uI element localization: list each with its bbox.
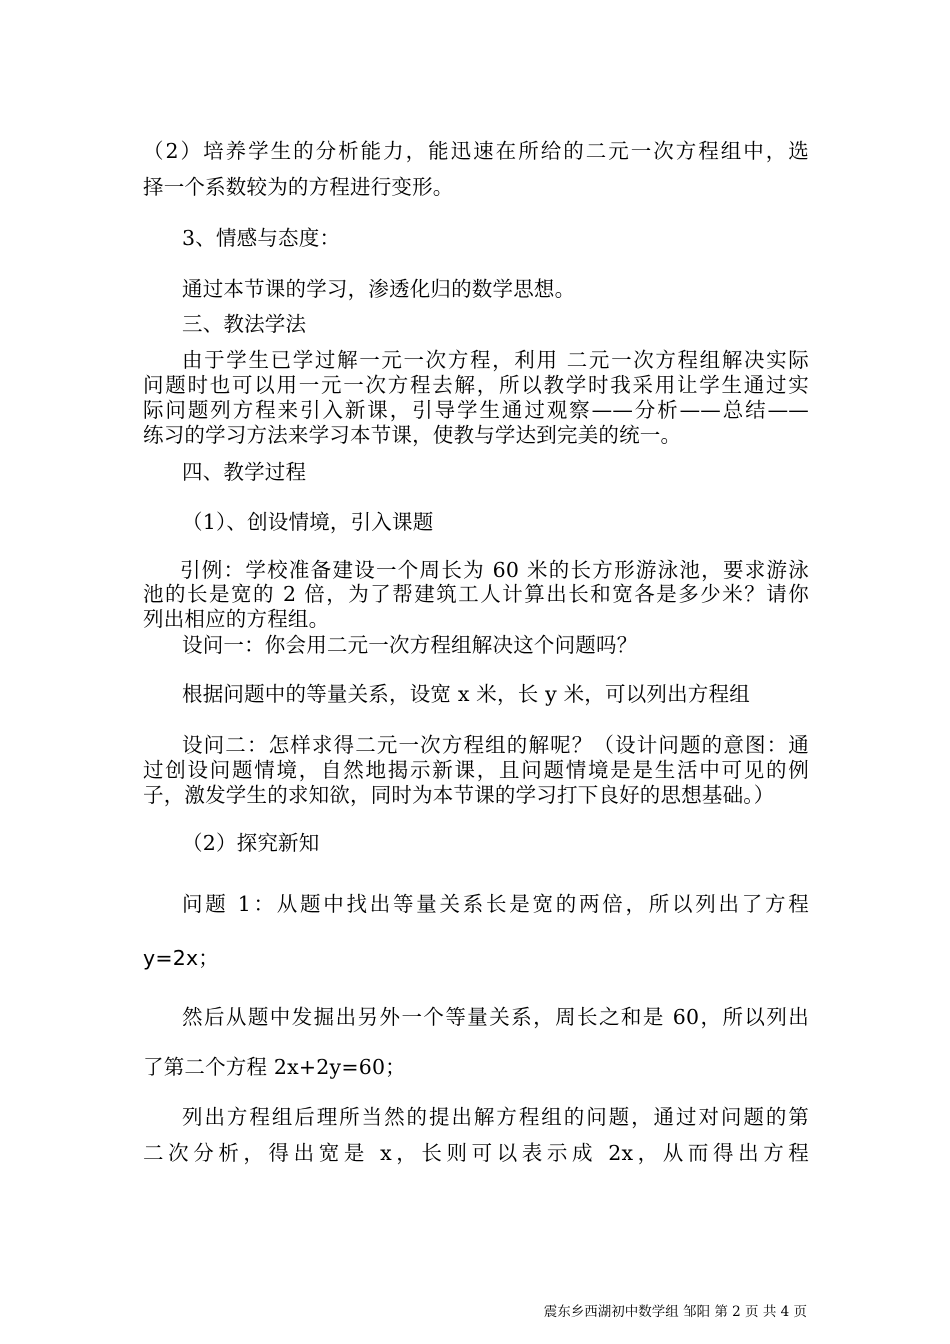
paragraph-line: 二次分析，得出宽是 x，长则可以表示成 2x，从而得出方程: [143, 1141, 809, 1165]
paragraph-line: 了第二个方程 2x+2y=60；: [143, 1055, 406, 1079]
paragraph-line: 过创设问题情境，自然地揭示新课，且问题情境是是生活中可见的例: [143, 758, 809, 782]
paragraph-line: 由于学生已学过解一元一次方程，利用 二元一次方程组解决实际: [182, 348, 809, 372]
paragraph-line: 引例：学校准备建设一个周长为 60 米的长方形游泳池，要求游泳: [180, 558, 809, 582]
paragraph-line: 子，激发学生的求知欲，同时为本节课的学习打下良好的思想基础。）: [143, 783, 775, 807]
paragraph-line: 通过本节课的学习，渗透化归的数学思想。: [182, 277, 576, 301]
paragraph-line: 际问题列方程来引入新课，引导学生通过观察——分析——总结——: [143, 398, 809, 422]
paragraph-line: 问题 1：从题中找出等量关系长是宽的两倍，所以列出了方程: [182, 892, 809, 916]
paragraph-line: （2）培养学生的分析能力，能迅速在所给的二元一次方程组中，选: [143, 139, 809, 163]
paragraph-line: 设问一：你会用二元一次方程组解决这个问题吗？: [182, 633, 638, 657]
paragraph-line: 根据问题中的等量关系，设宽 x 米，长 y 米，可以列出方程组: [182, 682, 750, 706]
paragraph-line: 练习的学习方法来学习本节课，使教与学达到完美的统一。: [143, 423, 682, 447]
paragraph-line: 设问二：怎样求得二元一次方程组的解呢？（设计问题的意图：通: [182, 733, 809, 757]
paragraph-line: y=2x；: [143, 946, 219, 970]
paragraph-line: 列出方程组后理所当然的提出解方程组的问题，通过对问题的第: [182, 1105, 809, 1129]
section-heading: 四、教学过程: [182, 460, 307, 484]
section-heading: 三、教法学法: [182, 312, 307, 336]
subsection-heading: （1）、创设情境，引入课题: [182, 510, 434, 534]
paragraph-line: 择一个系数较为的方程进行变形。: [143, 175, 454, 199]
paragraph-line: 列出相应的方程组。: [143, 607, 330, 631]
paragraph-line: 池的长是宽的 2 倍，为了帮建筑工人计算出长和宽各是多少米？请你: [143, 582, 809, 606]
section-heading: 3、情感与态度：: [182, 226, 341, 250]
page-footer: 震东乡西湖初中数学组 邹阳 第 2 页 共 4 页: [543, 1304, 807, 1320]
paragraph-line: 问题时也可以用一元一次方程去解，所以教学时我采用让学生通过实: [143, 373, 809, 397]
subsection-heading: （2）探究新知: [182, 831, 320, 855]
paragraph-line: 然后从题中发掘出另外一个等量关系，周长之和是 60，所以列出: [182, 1005, 809, 1029]
